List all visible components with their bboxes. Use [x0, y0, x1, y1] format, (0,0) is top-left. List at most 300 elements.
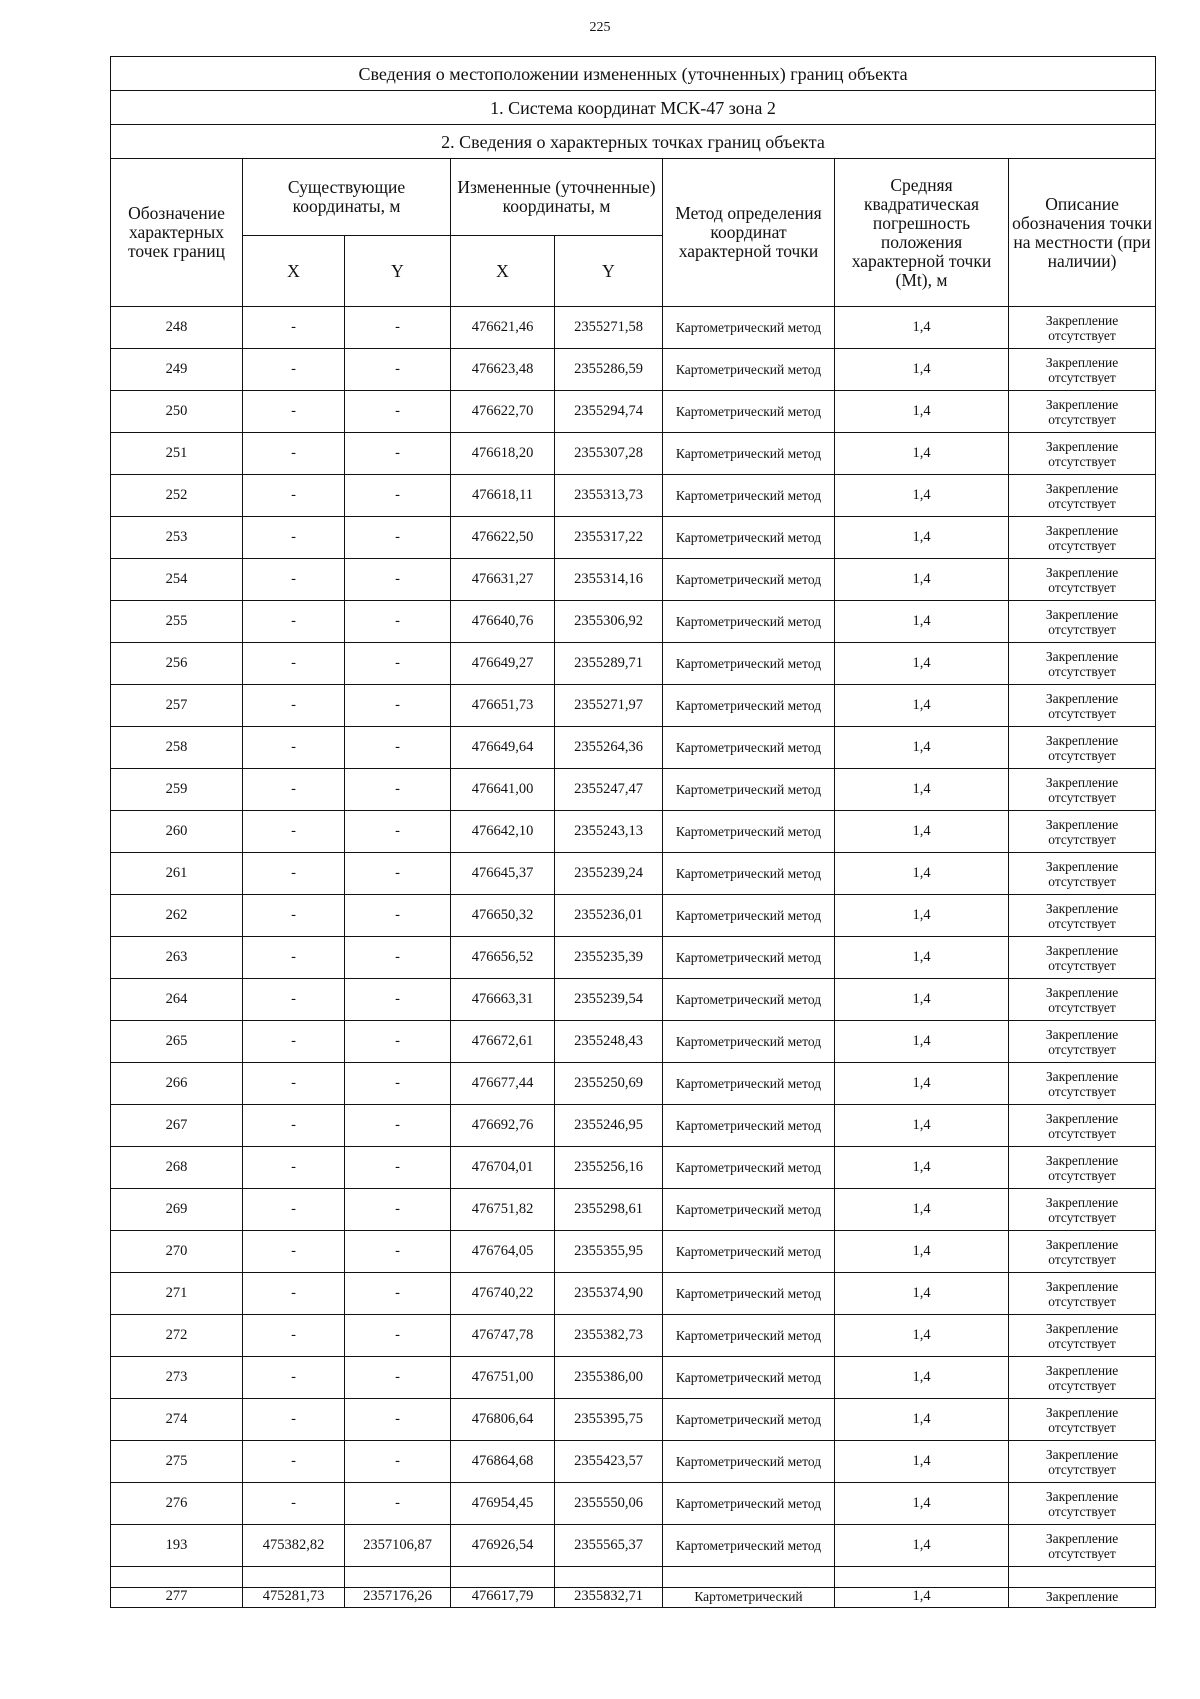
cell-error: 1,4 [835, 1315, 1009, 1357]
cell-method: Картометрический метод [663, 559, 835, 601]
empty-cell [111, 1567, 243, 1588]
cell-y: 2355294,74 [555, 391, 663, 433]
cell-method: Картометрический метод [663, 979, 835, 1021]
cell-x: 476642,10 [451, 811, 555, 853]
cell-existing-y: - [345, 727, 451, 769]
coordinate-system-row [111, 91, 1156, 125]
col-changed-coords: Измененные (уточненные) координаты, м [451, 159, 663, 236]
cell-method: Картометрический метод [663, 349, 835, 391]
cell-method: Картометрический метод [663, 1399, 835, 1441]
table-row [111, 1315, 1156, 1357]
cell-error: 1,4 [835, 517, 1009, 559]
cell-x: 476751,82 [451, 1189, 555, 1231]
cell-x: 476649,64 [451, 727, 555, 769]
cell-existing-x: - [243, 1063, 345, 1105]
cell-existing-y: - [345, 601, 451, 643]
table-row [111, 559, 1156, 601]
cell-x: 476621,46 [451, 307, 555, 349]
cell-y: 2355246,95 [555, 1105, 663, 1147]
cell-method: Картометрический метод [663, 1147, 835, 1189]
cell-existing-x: - [243, 769, 345, 811]
cell-description: Закрепление [1009, 1588, 1156, 1608]
cell-existing-y: - [345, 1231, 451, 1273]
cell-existing-y: - [345, 769, 451, 811]
cell-description: Закрепление отсутствует [1009, 643, 1156, 685]
cell-description: Закрепление отсутствует [1009, 811, 1156, 853]
cell-x: 476740,22 [451, 1273, 555, 1315]
cell-existing-x: - [243, 1105, 345, 1147]
cell-y: 2355236,01 [555, 895, 663, 937]
cell-error: 1,4 [835, 1273, 1009, 1315]
table-row [111, 1399, 1156, 1441]
cell-y: 2355243,13 [555, 811, 663, 853]
cell-existing-y: - [345, 559, 451, 601]
cell-point: 254 [111, 559, 243, 601]
cell-y: 2355298,61 [555, 1189, 663, 1231]
table-row [111, 1273, 1156, 1315]
table-row [111, 727, 1156, 769]
cell-point: 249 [111, 349, 243, 391]
cell-method: Картометрический метод [663, 727, 835, 769]
cell-existing-x: 475281,73 [243, 1588, 345, 1608]
cell-point: 259 [111, 769, 243, 811]
cell-point: 277 [111, 1588, 243, 1608]
cell-point: 276 [111, 1483, 243, 1525]
cell-existing-x: - [243, 1441, 345, 1483]
col-existing-x: X [243, 236, 345, 307]
cell-x: 476645,37 [451, 853, 555, 895]
cell-method: Картометрический метод [663, 1231, 835, 1273]
cell-x: 476677,44 [451, 1063, 555, 1105]
cell-y: 2355250,69 [555, 1063, 663, 1105]
cell-description: Закрепление отсутствует [1009, 1105, 1156, 1147]
table-row [111, 1105, 1156, 1147]
cell-existing-y: - [345, 349, 451, 391]
cell-method: Картометрический метод [663, 643, 835, 685]
col-existing-y: Y [345, 236, 451, 307]
empty-cell [451, 1567, 555, 1588]
cell-y: 2355423,57 [555, 1441, 663, 1483]
table-row [111, 979, 1156, 1021]
cell-description: Закрепление отсутствует [1009, 1063, 1156, 1105]
cell-description: Закрепление отсутствует [1009, 1021, 1156, 1063]
cell-error: 1,4 [835, 1441, 1009, 1483]
cell-x: 476618,20 [451, 433, 555, 475]
cell-x: 476618,11 [451, 475, 555, 517]
cell-existing-y: - [345, 1063, 451, 1105]
cell-existing-y: - [345, 937, 451, 979]
cell-error: 1,4 [835, 979, 1009, 1021]
cell-existing-y: - [345, 685, 451, 727]
cell-method: Картометрический метод [663, 895, 835, 937]
cell-error: 1,4 [835, 1063, 1009, 1105]
cell-method: Картометрический метод [663, 517, 835, 559]
empty-cell [1009, 1567, 1156, 1588]
cell-existing-y: - [345, 433, 451, 475]
cell-method: Картометрический метод [663, 769, 835, 811]
table-title: Сведения о местоположении измененных (уточненных) границ объекта [111, 57, 1156, 91]
cell-description: Закрепление отсутствует [1009, 349, 1156, 391]
col-method: Метод определения координат характерной точки [663, 159, 835, 307]
cell-error: 1,4 [835, 475, 1009, 517]
cell-x: 476663,31 [451, 979, 555, 1021]
cell-existing-x: - [243, 433, 345, 475]
table-row [111, 1021, 1156, 1063]
cell-x: 476650,32 [451, 895, 555, 937]
table-row [111, 307, 1156, 349]
coordinate-system: 1. Система координат МСК-47 зона 2 [111, 91, 1156, 125]
table-title-row [111, 57, 1156, 91]
table-row [111, 601, 1156, 643]
cell-existing-x: - [243, 391, 345, 433]
cell-method: Картометрический метод [663, 307, 835, 349]
empty-cell [835, 1567, 1009, 1588]
cell-method: Картометрический метод [663, 1189, 835, 1231]
table-row [111, 1588, 1156, 1608]
cell-point: 251 [111, 433, 243, 475]
cell-y: 2355248,43 [555, 1021, 663, 1063]
cell-point: 275 [111, 1441, 243, 1483]
cell-y: 2355271,97 [555, 685, 663, 727]
cell-existing-y: - [345, 1273, 451, 1315]
cell-y: 2355256,16 [555, 1147, 663, 1189]
cell-y: 2355313,73 [555, 475, 663, 517]
table-row [111, 1483, 1156, 1525]
cell-error: 1,4 [835, 769, 1009, 811]
cell-description: Закрепление отсутствует [1009, 1441, 1156, 1483]
cell-description: Закрепление отсутствует [1009, 1189, 1156, 1231]
cell-existing-x: - [243, 1147, 345, 1189]
cell-y: 2355317,22 [555, 517, 663, 559]
cell-point: 261 [111, 853, 243, 895]
cell-existing-y: - [345, 1441, 451, 1483]
table-row [111, 1357, 1156, 1399]
section-title-row [111, 125, 1156, 159]
cell-point: 257 [111, 685, 243, 727]
cell-existing-x: - [243, 643, 345, 685]
cell-error: 1,4 [835, 1483, 1009, 1525]
table-row [111, 349, 1156, 391]
cell-point: 263 [111, 937, 243, 979]
table-row [111, 1525, 1156, 1567]
cell-existing-y: - [345, 1147, 451, 1189]
cell-point: 260 [111, 811, 243, 853]
cell-x: 476641,00 [451, 769, 555, 811]
cell-description: Закрепление отсутствует [1009, 937, 1156, 979]
cell-method: Картометрический [663, 1588, 835, 1608]
cell-existing-y: 2357176,26 [345, 1588, 451, 1608]
table-row [111, 475, 1156, 517]
coordinates-table [110, 56, 1156, 1608]
cell-existing-x: - [243, 1021, 345, 1063]
cell-existing-y: - [345, 853, 451, 895]
cell-existing-x: - [243, 559, 345, 601]
cell-existing-x: - [243, 517, 345, 559]
cell-description: Закрепление отсутствует [1009, 1483, 1156, 1525]
table-row [111, 391, 1156, 433]
cell-method: Картометрический метод [663, 601, 835, 643]
cell-existing-x: - [243, 685, 345, 727]
cell-x: 476656,52 [451, 937, 555, 979]
empty-cell [663, 1567, 835, 1588]
cell-x: 476631,27 [451, 559, 555, 601]
cell-y: 2355289,71 [555, 643, 663, 685]
cell-x: 476651,73 [451, 685, 555, 727]
cell-description: Закрепление отсутствует [1009, 1357, 1156, 1399]
cell-y: 2355247,47 [555, 769, 663, 811]
table-row [111, 1147, 1156, 1189]
cell-existing-y: - [345, 1105, 451, 1147]
cell-existing-y: - [345, 1399, 451, 1441]
cell-description: Закрепление отсутствует [1009, 1315, 1156, 1357]
cell-x: 476622,70 [451, 391, 555, 433]
cell-error: 1,4 [835, 685, 1009, 727]
table-row [111, 517, 1156, 559]
cell-existing-y: - [345, 979, 451, 1021]
cell-y: 2355355,95 [555, 1231, 663, 1273]
cell-existing-x: - [243, 1315, 345, 1357]
cell-error: 1,4 [835, 1189, 1009, 1231]
cell-existing-x: - [243, 811, 345, 853]
cell-existing-x: - [243, 1483, 345, 1525]
cell-y: 2355264,36 [555, 727, 663, 769]
cell-method: Картометрический метод [663, 1441, 835, 1483]
col-description: Описание обозначения точки на местности (при наличии) [1009, 159, 1156, 307]
cell-method: Картометрический метод [663, 1315, 835, 1357]
cell-method: Картометрический метод [663, 1063, 835, 1105]
cell-error: 1,4 [835, 1105, 1009, 1147]
cell-existing-y: - [345, 475, 451, 517]
cell-description: Закрепление отсутствует [1009, 1399, 1156, 1441]
table-row [111, 853, 1156, 895]
cell-point: 273 [111, 1357, 243, 1399]
cell-method: Картометрический метод [663, 1273, 835, 1315]
cell-existing-x: - [243, 1189, 345, 1231]
cell-point: 269 [111, 1189, 243, 1231]
cell-y: 2355382,73 [555, 1315, 663, 1357]
cell-description: Закрепление отсутствует [1009, 853, 1156, 895]
cell-point: 268 [111, 1147, 243, 1189]
cell-point: 267 [111, 1105, 243, 1147]
cell-point: 271 [111, 1273, 243, 1315]
cell-y: 2355386,00 [555, 1357, 663, 1399]
cell-y: 2355239,24 [555, 853, 663, 895]
cell-method: Картометрический метод [663, 685, 835, 727]
table-row [111, 1189, 1156, 1231]
cell-error: 1,4 [835, 559, 1009, 601]
cell-error: 1,4 [835, 727, 1009, 769]
cell-existing-y: - [345, 307, 451, 349]
cell-method: Картометрический метод [663, 391, 835, 433]
cell-existing-x: 475382,82 [243, 1525, 345, 1567]
cell-y: 2355235,39 [555, 937, 663, 979]
cell-error: 1,4 [835, 1231, 1009, 1273]
cell-x: 476692,76 [451, 1105, 555, 1147]
cell-existing-x: - [243, 1273, 345, 1315]
cell-error: 1,4 [835, 1525, 1009, 1567]
cell-error: 1,4 [835, 643, 1009, 685]
cell-point: 262 [111, 895, 243, 937]
empty-cell [243, 1567, 345, 1588]
cell-point: 250 [111, 391, 243, 433]
cell-description: Закрепление отсутствует [1009, 601, 1156, 643]
cell-error: 1,4 [835, 307, 1009, 349]
cell-error: 1,4 [835, 1588, 1009, 1608]
cell-point: 274 [111, 1399, 243, 1441]
cell-y: 2355374,90 [555, 1273, 663, 1315]
table-row [111, 433, 1156, 475]
cell-point: 272 [111, 1315, 243, 1357]
cell-existing-x: - [243, 1231, 345, 1273]
table-row [111, 685, 1156, 727]
table-body [111, 307, 1156, 1608]
cell-error: 1,4 [835, 1357, 1009, 1399]
cell-description: Закрепление отсутствует [1009, 433, 1156, 475]
cell-x: 476864,68 [451, 1441, 555, 1483]
cell-y: 2355286,59 [555, 349, 663, 391]
cell-description: Закрепление отсутствует [1009, 1525, 1156, 1567]
cell-error: 1,4 [835, 1147, 1009, 1189]
cell-y: 2355832,71 [555, 1588, 663, 1608]
cell-error: 1,4 [835, 1021, 1009, 1063]
cell-existing-x: - [243, 307, 345, 349]
cell-description: Закрепление отсутствует [1009, 307, 1156, 349]
cell-existing-x: - [243, 349, 345, 391]
cell-existing-y: - [345, 1483, 451, 1525]
cell-y: 2355239,54 [555, 979, 663, 1021]
cell-x: 476623,48 [451, 349, 555, 391]
cell-existing-x: - [243, 1357, 345, 1399]
cell-description: Закрепление отсутствует [1009, 1147, 1156, 1189]
col-error: Средняя квадратическая погрешность положения характерной точки (Mt), м [835, 159, 1009, 307]
cell-point: 270 [111, 1231, 243, 1273]
empty-cell [345, 1567, 451, 1588]
cell-method: Картометрический метод [663, 853, 835, 895]
cell-method: Картометрический метод [663, 1021, 835, 1063]
cell-y: 2355307,28 [555, 433, 663, 475]
cell-existing-x: - [243, 475, 345, 517]
cell-x: 476704,01 [451, 1147, 555, 1189]
cell-existing-x: - [243, 1399, 345, 1441]
section-title: 2. Сведения о характерных точках границ объекта [111, 125, 1156, 159]
cell-method: Картометрический метод [663, 937, 835, 979]
table-row [111, 1441, 1156, 1483]
cell-x: 476764,05 [451, 1231, 555, 1273]
cell-existing-y: - [345, 643, 451, 685]
cell-existing-x: - [243, 727, 345, 769]
cell-description: Закрепление отсутствует [1009, 517, 1156, 559]
cell-x: 476617,79 [451, 1588, 555, 1608]
cell-point: 264 [111, 979, 243, 1021]
cell-y: 2355271,58 [555, 307, 663, 349]
cell-error: 1,4 [835, 391, 1009, 433]
table-row [111, 769, 1156, 811]
cell-y: 2355565,37 [555, 1525, 663, 1567]
cell-existing-y: - [345, 895, 451, 937]
cell-method: Картометрический метод [663, 433, 835, 475]
cell-x: 476954,45 [451, 1483, 555, 1525]
cell-error: 1,4 [835, 895, 1009, 937]
cell-method: Картометрический метод [663, 475, 835, 517]
cell-method: Картометрический метод [663, 811, 835, 853]
empty-cell [555, 1567, 663, 1588]
cell-existing-y: - [345, 1021, 451, 1063]
cell-description: Закрепление отсутствует [1009, 769, 1156, 811]
col-point-designation: Обозначение характерных точек границ [111, 159, 243, 307]
cell-description: Закрепление отсутствует [1009, 895, 1156, 937]
cell-x: 476747,78 [451, 1315, 555, 1357]
cell-x: 476622,50 [451, 517, 555, 559]
cell-point: 253 [111, 517, 243, 559]
cell-description: Закрепление отсутствует [1009, 1231, 1156, 1273]
cell-y: 2355395,75 [555, 1399, 663, 1441]
cell-existing-y: - [345, 1315, 451, 1357]
cell-existing-x: - [243, 601, 345, 643]
cell-existing-y: - [345, 1189, 451, 1231]
cell-point: 256 [111, 643, 243, 685]
cell-existing-y: - [345, 811, 451, 853]
cell-existing-y: - [345, 391, 451, 433]
cell-description: Закрепление отсутствует [1009, 391, 1156, 433]
cell-method: Картометрический метод [663, 1105, 835, 1147]
cell-method: Картометрический метод [663, 1483, 835, 1525]
cell-existing-x: - [243, 853, 345, 895]
cell-error: 1,4 [835, 811, 1009, 853]
cell-point: 193 [111, 1525, 243, 1567]
cell-error: 1,4 [835, 601, 1009, 643]
cell-y: 2355306,92 [555, 601, 663, 643]
cell-existing-x: - [243, 979, 345, 1021]
cell-description: Закрепление отсутствует [1009, 727, 1156, 769]
cell-existing-y: 2357106,87 [345, 1525, 451, 1567]
table-row [111, 1063, 1156, 1105]
cell-error: 1,4 [835, 1399, 1009, 1441]
cell-y: 2355314,16 [555, 559, 663, 601]
cell-x: 476926,54 [451, 1525, 555, 1567]
cell-y: 2355550,06 [555, 1483, 663, 1525]
cell-method: Картометрический метод [663, 1525, 835, 1567]
col-changed-y: Y [555, 236, 663, 307]
col-changed-x: X [451, 236, 555, 307]
cell-x: 476806,64 [451, 1399, 555, 1441]
cell-point: 265 [111, 1021, 243, 1063]
cell-x: 476672,61 [451, 1021, 555, 1063]
empty-row [111, 1567, 1156, 1588]
cell-existing-y: - [345, 517, 451, 559]
cell-description: Закрепление отсутствует [1009, 685, 1156, 727]
cell-existing-y: - [345, 1357, 451, 1399]
table-row [111, 643, 1156, 685]
cell-description: Закрепление отсутствует [1009, 475, 1156, 517]
cell-description: Закрепление отсутствует [1009, 1273, 1156, 1315]
cell-x: 476640,76 [451, 601, 555, 643]
cell-x: 476751,00 [451, 1357, 555, 1399]
table-row [111, 895, 1156, 937]
col-existing-coords: Существующие координаты, м [243, 159, 451, 236]
cell-method: Картометрический метод [663, 1357, 835, 1399]
cell-error: 1,4 [835, 937, 1009, 979]
cell-existing-x: - [243, 937, 345, 979]
cell-point: 248 [111, 307, 243, 349]
table-row [111, 937, 1156, 979]
page-number: 225 [589, 20, 611, 35]
cell-point: 255 [111, 601, 243, 643]
cell-point: 252 [111, 475, 243, 517]
table-row [111, 1231, 1156, 1273]
table-row [111, 811, 1156, 853]
cell-error: 1,4 [835, 853, 1009, 895]
cell-existing-x: - [243, 895, 345, 937]
